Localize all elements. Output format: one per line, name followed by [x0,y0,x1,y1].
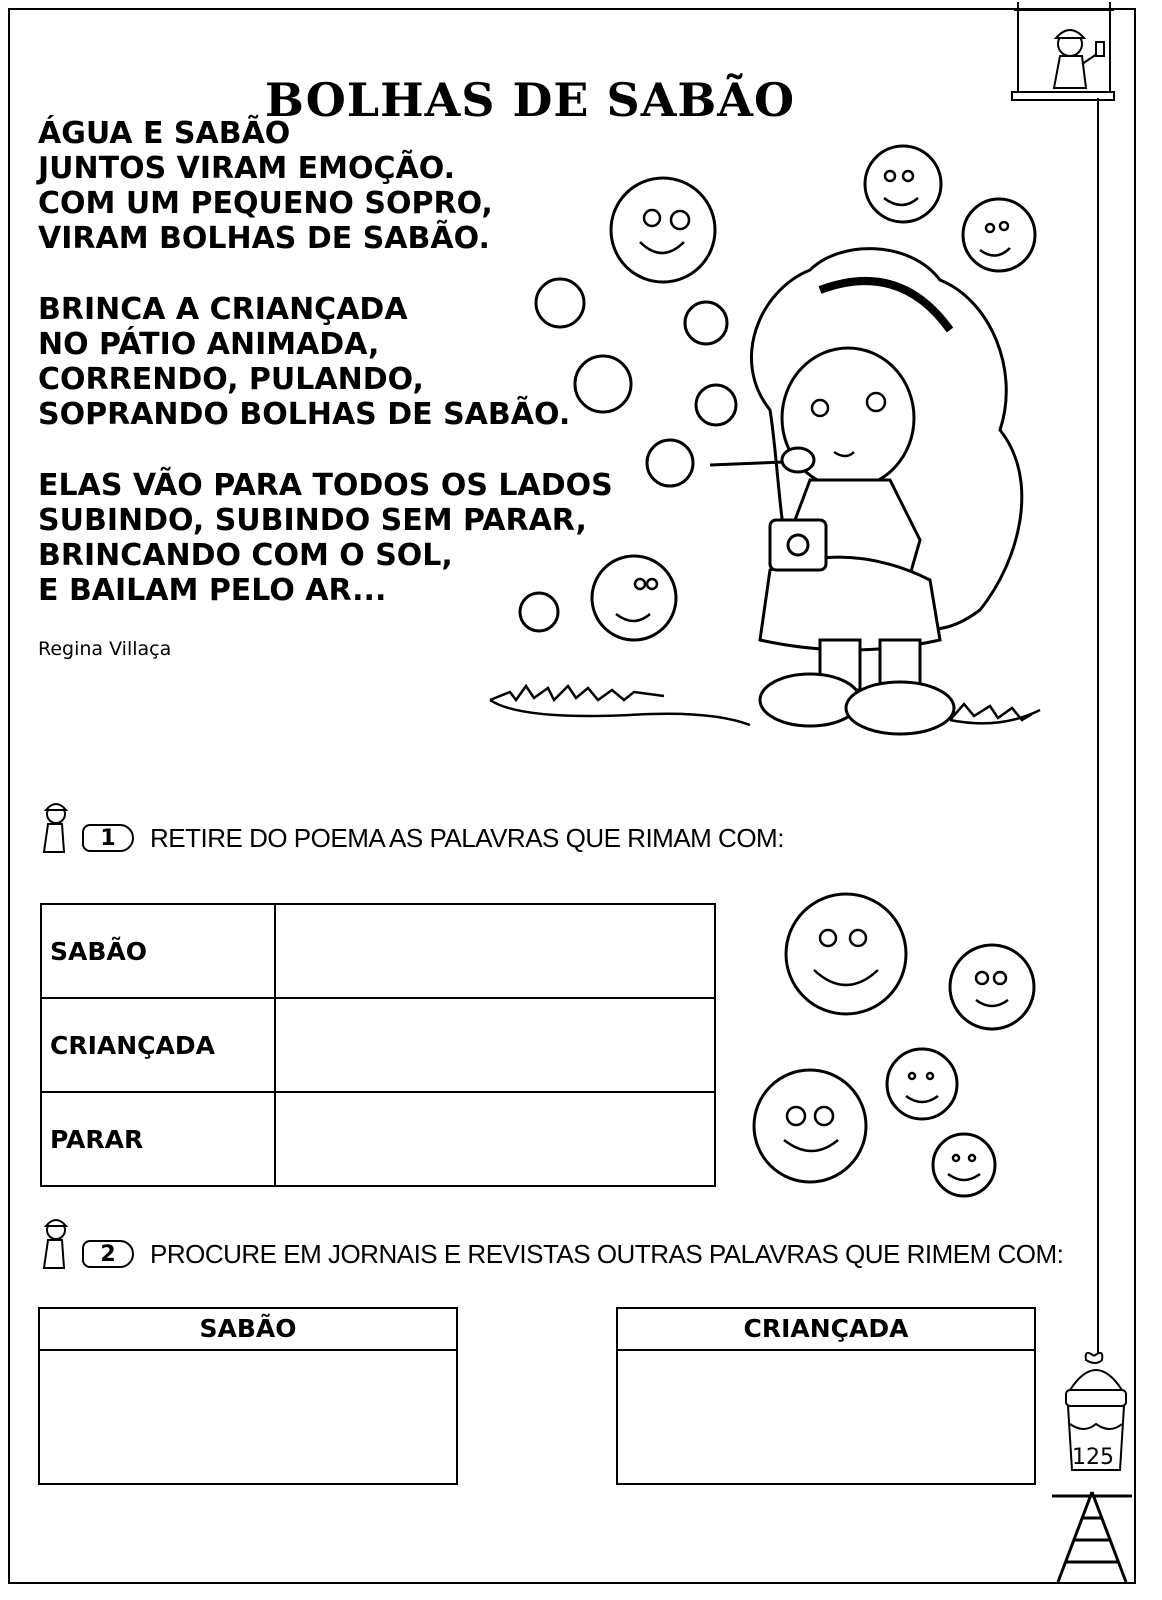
poem-line: CORRENDO, PULANDO, [38,362,424,397]
poem-author: Regina Villaça [38,638,172,660]
rhyme-word: CRIANÇADA [41,998,275,1092]
question-1 [38,796,784,856]
answer-cell[interactable] [275,1092,715,1186]
smiley-bubbles-illustration [740,890,1050,1210]
poem-line: E BAILAM PELO AR... [38,573,387,608]
rhyme-box-sabao [38,1307,458,1485]
poem-line: ÁGUA E SABÃO [38,116,291,151]
rhyme-table [40,903,716,1187]
poem-line: VIRAM BOLHAS DE SABÃO. [38,221,490,256]
question-2 [38,1212,1063,1272]
poem-line: NO PÁTIO ANIMADA, [38,327,380,362]
poem-line: SUBINDO, SUBINDO SEM PARAR, [38,503,587,538]
worker-on-swing-icon [1008,2,1118,106]
table-row [41,904,715,998]
poem-line: COM UM PEQUENO SOPRO, [38,186,493,221]
poem-line: BRINCANDO COM O SOL, [38,538,453,573]
poem-line: JUNTOS VIRAM EMOÇÃO. [38,151,455,186]
girl-blowing-bubbles-illustration [480,140,1060,750]
rhyme-box-criancada [616,1307,1036,1485]
ladder-icon [1052,1492,1132,1582]
table-row [41,1092,715,1186]
table-row [41,998,715,1092]
answer-cell[interactable] [275,998,715,1092]
question-text: RETIRE DO POEMA AS PALAVRAS QUE RIMAM COM: [150,822,784,853]
rhyme-box-title: CRIANÇADA [618,1309,1034,1351]
worker-icon [38,1212,80,1272]
answer-cell[interactable] [275,904,715,998]
poem-line: BRINCA A CRIANÇADA [38,292,408,327]
question-number-badge: 1 [82,824,134,852]
rhyme-box-title: SABÃO [40,1309,456,1351]
page-number: 125 [1072,1445,1114,1470]
page-title: BOLHAS DE SABÃO [264,72,796,127]
worker-icon [38,796,80,856]
rhyme-word: PARAR [41,1092,275,1186]
rhyme-word: SABÃO [41,904,275,998]
poem-line: SOPRANDO BOLHAS DE SABÃO. [38,397,571,432]
answer-area[interactable] [618,1351,1034,1485]
question-number-badge: 2 [82,1240,134,1268]
poem-line: ELAS VÃO PARA TODOS OS LADOS [38,468,613,503]
question-text: PROCURE EM JORNAIS E REVISTAS OUTRAS PALAVRAS QUE RIMEM COM: [150,1238,1064,1269]
answer-area[interactable] [40,1351,456,1485]
rope-line [1088,98,1108,1358]
